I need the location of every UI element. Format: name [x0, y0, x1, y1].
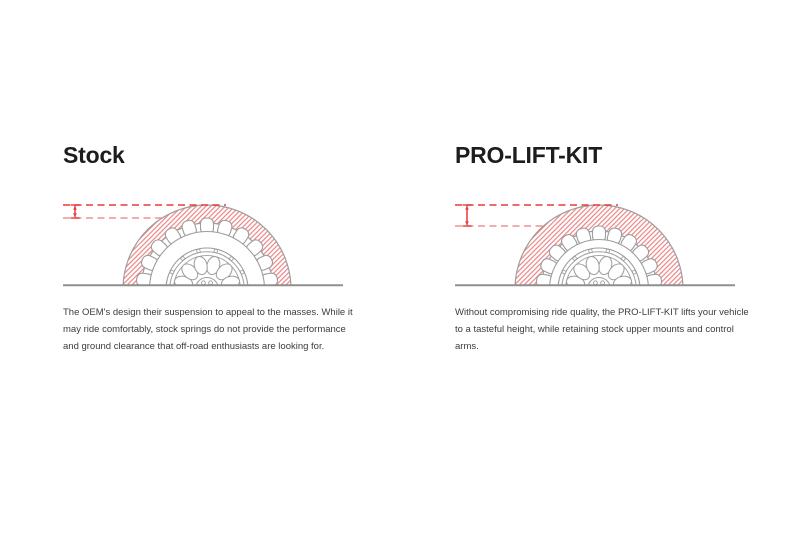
pro-lift-kit-description	[455, 304, 747, 355]
stock-wheel-arch-diagram	[55, 192, 355, 297]
description-line: Without compromising ride quality, the PRO-LIFT-KIT lifts your vehicle	[455, 307, 749, 318]
wheel-arch-group	[515, 205, 683, 297]
wheel-arch-group	[123, 205, 291, 297]
description-line: may ride comfortably, stock springs do not provide the performance	[63, 324, 346, 335]
pro-lift-kit-heading: PRO-LIFT-KIT	[455, 142, 603, 168]
stock-heading: Stock	[63, 142, 125, 168]
stock-description	[63, 304, 355, 355]
pro-lift-kit-column	[447, 0, 747, 534]
lift-gap-measurement-indicator	[463, 205, 472, 226]
stock-column	[55, 0, 355, 534]
description-line: and ground clearance that off-road enthusiasts are looking for.	[63, 341, 325, 352]
lift-gap-measurement-indicator	[71, 205, 80, 218]
description-line: arms.	[455, 341, 479, 352]
description-line: The OEM's design their suspension to appeal to the masses. While it	[63, 307, 353, 318]
pro-lift-kit-wheel-arch-diagram	[447, 192, 747, 297]
description-line: to a tasteful height, while retaining stock upper mounts and control	[455, 324, 734, 335]
